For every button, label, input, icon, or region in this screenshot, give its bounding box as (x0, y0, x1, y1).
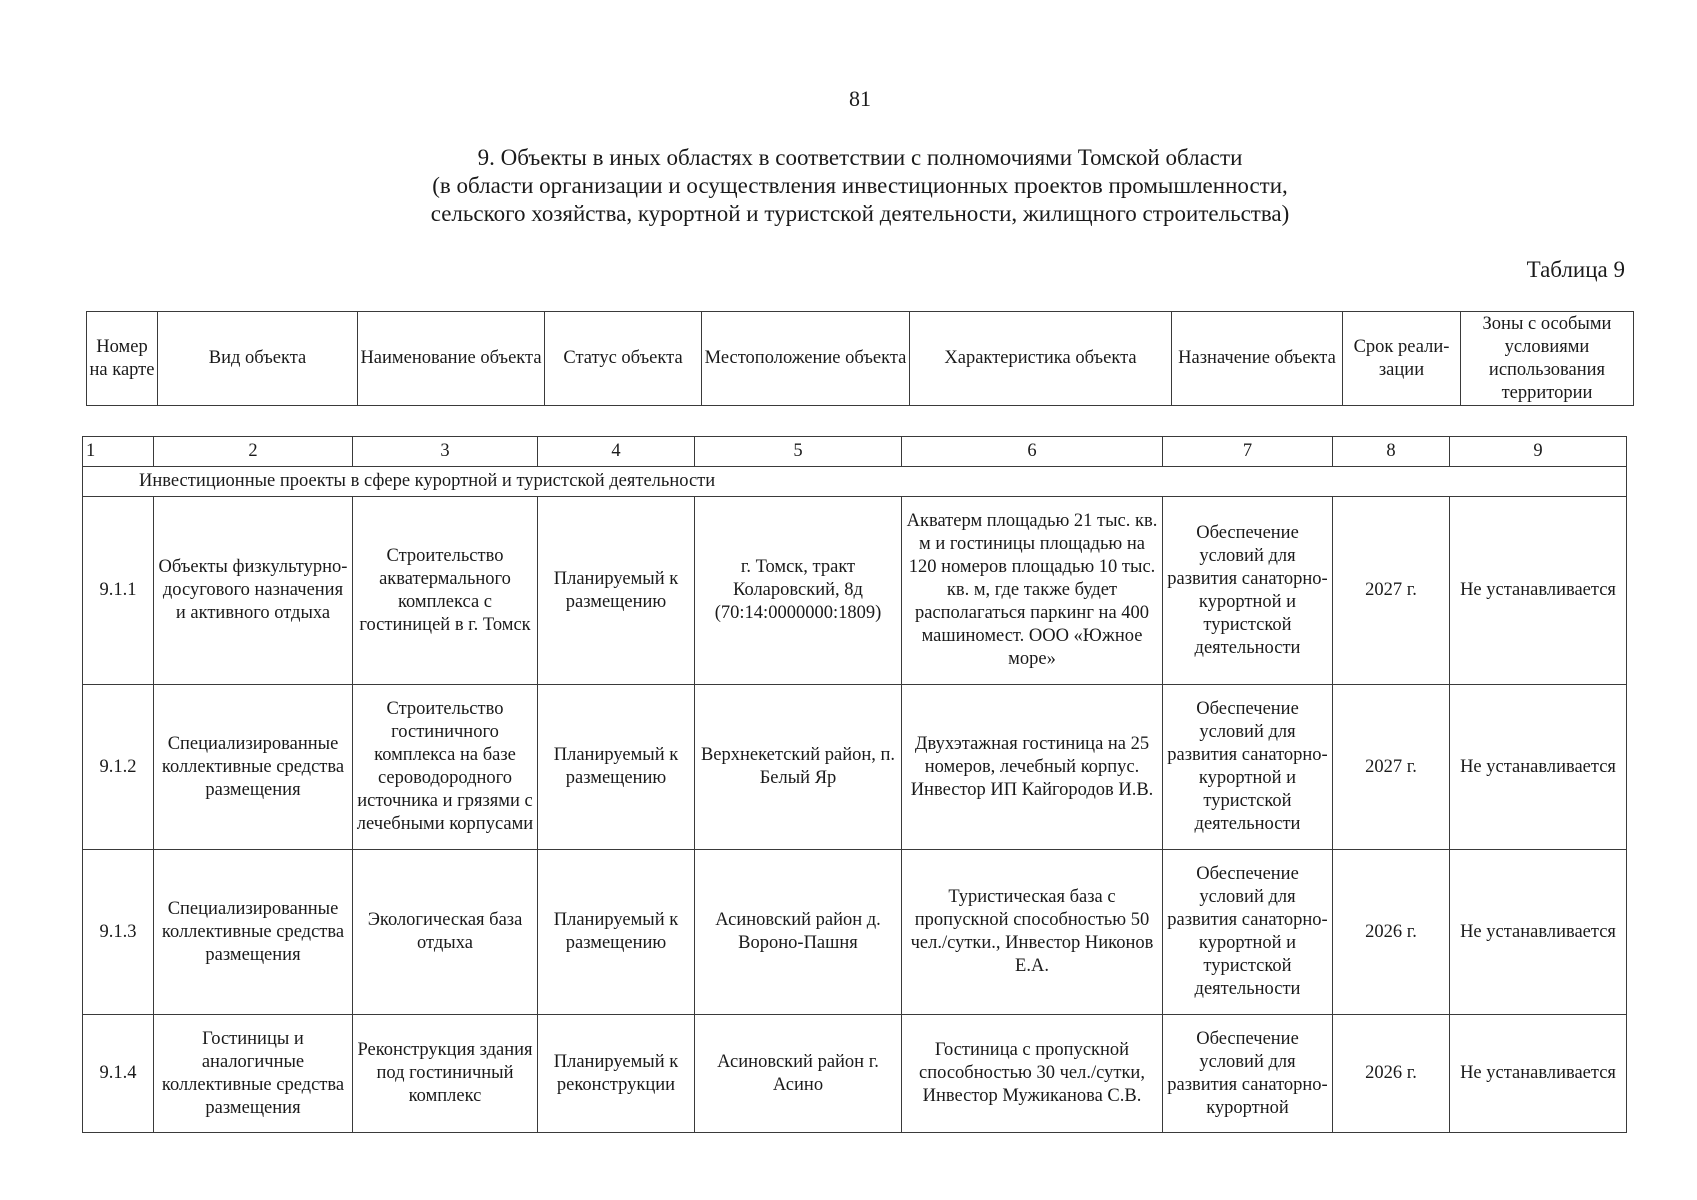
cell-object-characteristic: Двухэтажная гостиница на 25 номеров, лечебный корпус. Инвестор ИП Кайгородов И.В. (902, 685, 1163, 850)
table-caption: Таблица 9 (1526, 257, 1625, 282)
header-object-type: Вид объекта (158, 312, 358, 406)
column-number: 8 (1333, 437, 1450, 467)
cell-object-type: Специализированные коллективные средства размещения (154, 685, 353, 850)
purpose-text: Обеспечение условий для развития санаторно-курортной (1167, 1028, 1328, 1118)
heading-line-1: 9. Объекты в иных областях в соответствии с полномочиями Томской области (477, 145, 1243, 170)
header-special-zones: Зоны с особыми условиями использования территории (1461, 312, 1634, 406)
cell-map-number: 9.1.2 (83, 685, 154, 850)
heading-line-3: сельского хозяйства, курортной и туристской деятельности, жилищного строительства) (430, 201, 1290, 226)
cell-object-location: Верхнекетский район, п. Белый Яр (695, 685, 902, 850)
cell-object-purpose: Обеспечение условий для развития санаторно-курортной и туристской деятельности (1163, 497, 1333, 685)
header-object-characteristic: Характеристика объекта (910, 312, 1172, 406)
cell-object-status: Планируемый к реконструкции (538, 1015, 695, 1133)
cell-object-name: Строительство акватермального комплекса с гостиницей в г. Томск (353, 497, 538, 685)
data-table (82, 436, 1627, 1133)
column-number-row (83, 437, 1627, 467)
cell-map-number: 9.1.1 (83, 497, 154, 685)
heading-line-2: (в области организации и осуществления инвестиционных проектов промышленности, (432, 173, 1288, 198)
cell-object-status: Планируемый к размещению (538, 850, 695, 1015)
cell-object-name: Экологическая база отдыха (353, 850, 538, 1015)
table-header (86, 311, 1634, 406)
table-row (83, 850, 1627, 1015)
table-row (83, 1015, 1627, 1133)
header-map-number: Номер на карте (87, 312, 158, 406)
header-object-location: Местоположение объекта (702, 312, 910, 406)
cell-object-purpose (1163, 1015, 1333, 1133)
cell-object-characteristic: Туристическая база с пропускной способностью 50 чел./сутки., Инвестор Никонов Е.А. (902, 850, 1163, 1015)
header-object-name: Наименование объекта (358, 312, 545, 406)
cell-implementation-term: 2026 г. (1333, 850, 1450, 1015)
cell-implementation-term: 2027 г. (1333, 497, 1450, 685)
section-heading (0, 144, 1697, 228)
column-number: 5 (695, 437, 902, 467)
cell-object-type: Специализированные коллективные средства размещения (154, 850, 353, 1015)
cell-special-zones: Не устанавливается (1450, 685, 1627, 850)
section-row (83, 467, 1627, 497)
table-row (83, 497, 1627, 685)
cell-object-location: г. Томск, тракт Коларовский, 8д (70:14:0000000:1809) (695, 497, 902, 685)
cell-object-name: Строительство гостиничного комплекса на базе сероводородного источника и грязями с лечебными корпусами (353, 685, 538, 850)
column-number: 4 (538, 437, 695, 467)
header-object-purpose: Назначение объекта (1172, 312, 1343, 406)
cell-object-type: Гостиницы и аналогичные коллективные средства размещения (154, 1015, 353, 1133)
cell-object-location: Асиновский район г. Асино (695, 1015, 902, 1133)
table-row (83, 685, 1627, 850)
cell-object-location: Асиновский район д. Вороно-Пашня (695, 850, 902, 1015)
cell-implementation-term: 2027 г. (1333, 685, 1450, 850)
cell-implementation-term: 2026 г. (1333, 1015, 1450, 1133)
column-number: 2 (154, 437, 353, 467)
page-number: 81 (849, 86, 871, 111)
cell-special-zones: Не устанавливается (1450, 850, 1627, 1015)
column-number: 9 (1450, 437, 1627, 467)
column-number: 3 (353, 437, 538, 467)
cell-map-number: 9.1.3 (83, 850, 154, 1015)
cell-map-number: 9.1.4 (83, 1015, 154, 1133)
header-object-status: Статус объекта (545, 312, 702, 406)
header-implementation-term: Срок реали-зации (1343, 312, 1461, 406)
column-number: 7 (1163, 437, 1333, 467)
cell-object-purpose: Обеспечение условий для развития санаторно-курортной и туристской деятельности (1163, 850, 1333, 1015)
section-title: Инвестиционные проекты в сфере курортной и туристской деятельности (83, 467, 1627, 497)
column-number: 1 (83, 437, 154, 467)
cell-object-characteristic: Акватерм площадью 21 тыс. кв. м и гостиницы площадью на 120 номеров площадью 10 тыс. кв. м, где также будет располагаться паркинг на 400 машиномест. ООО «Южное море» (902, 497, 1163, 685)
cell-object-type: Объекты физкультурно-досугового назначения и активного отдыха (154, 497, 353, 685)
cell-special-zones: Не устанавливается (1450, 497, 1627, 685)
cell-object-name: Реконструкция здания под гостиничный комплекс (353, 1015, 538, 1133)
cell-object-status: Планируемый к размещению (538, 497, 695, 685)
cell-object-status: Планируемый к размещению (538, 685, 695, 850)
cell-object-characteristic: Гостиница с пропускной способностью 30 чел./сутки, Инвестор Мужиканова С.В. (902, 1015, 1163, 1133)
column-number: 6 (902, 437, 1163, 467)
cell-special-zones: Не устанавливается (1450, 1015, 1627, 1133)
cell-object-purpose: Обеспечение условий для развития санаторно-курортной и туристской деятельности (1163, 685, 1333, 850)
